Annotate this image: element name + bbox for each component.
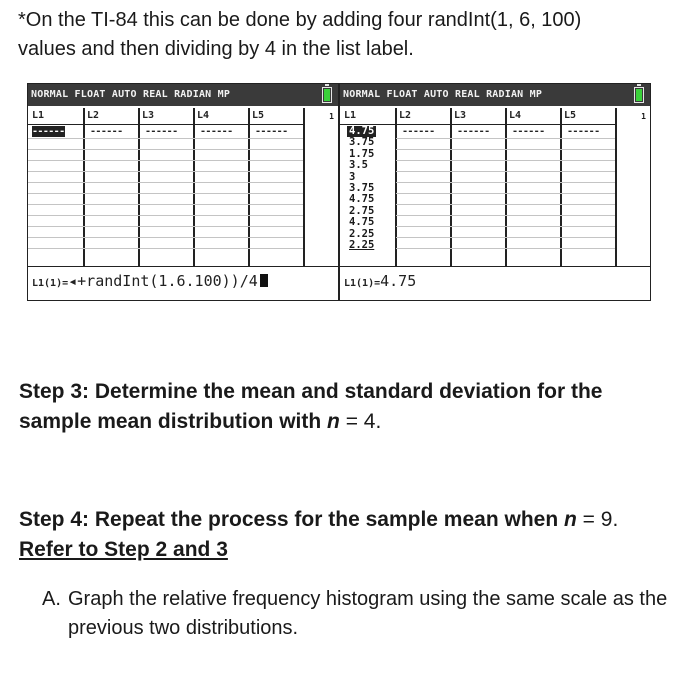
entry-expression: ◂+randInt(1.6.100))/4 [68,272,258,290]
l1-value: 2.25 [349,238,375,251]
status-bar: NORMAL FLOAT AUTO REAL RADIAN MP [340,84,650,106]
dash-l4: ------ [512,126,545,137]
l1-value: 2.25 [349,227,375,240]
column-number: 1 [329,112,334,121]
entry-line [32,272,268,290]
intro-line-1: *On the TI-84 this can be done by adding four randInt(1, 6, 100) [18,9,582,31]
item-a [42,585,682,643]
header-l2: L2 [87,110,100,121]
step-3 [19,377,689,437]
entry-label: L1(1)= [32,278,69,289]
l1-value: 3.75 [349,136,375,149]
item-a-marker: A. [42,588,61,610]
step-4-refer: Refer to Step 2 and 3 [19,538,228,561]
l1-value: 1.75 [349,147,375,160]
header-l4: L4 [509,110,522,121]
status-bar: NORMAL FLOAT AUTO REAL RADIAN MP [28,84,338,106]
step-3-line-1: Step 3: Determine the mean and standard deviation for the [19,380,603,403]
cursor [260,274,268,287]
header-l3: L3 [454,110,467,121]
header-l4: L4 [197,110,210,121]
dash-l5: ------ [567,126,600,137]
l1-value: 3.5 [349,159,368,172]
header-l1: L1 [32,110,45,121]
entry-line [344,272,416,290]
intro-note [18,6,688,64]
entry-value: 4.75 [380,272,417,290]
header-l2: L2 [399,110,412,121]
calculator-screen-1 [27,83,339,301]
dash-l2: ------ [402,126,435,137]
header-l5: L5 [564,110,577,121]
dash-l4: ------ [200,126,233,137]
intro-line-2: values and then dividing by 4 in the list label. [18,38,414,60]
dash-l2: ------ [90,126,123,137]
l1-value: 2.75 [349,204,375,217]
item-a-text: Graph the relative frequency histogram using the same scale as the previous two distributions. [68,588,668,639]
calculator-screen-2 [339,83,651,301]
l1-value: 4.75 [349,193,375,206]
l1-value: 4.75 [349,125,375,137]
l1-values [349,126,376,251]
list-editor-grid [28,108,338,267]
l1-value: 3 [349,170,356,183]
entry-label: L1(1)= [344,278,381,289]
battery-icon [634,87,644,103]
l1-value: 4.75 [349,216,375,229]
step-4-line-1: Step 4: Repeat the process for the sample mean when n = 9. [19,508,619,531]
l1-value: 3.75 [349,181,375,194]
header-l5: L5 [252,110,265,121]
column-number: 1 [641,112,646,121]
step-3-line-2: sample mean distribution with n = 4. [19,410,382,433]
list-editor-grid [340,108,650,267]
header-l3: L3 [142,110,155,121]
step-4 [19,505,689,565]
dash-l5: ------ [255,126,288,137]
battery-icon [322,87,332,103]
dash-l3: ------ [145,126,178,137]
selected-dash: ------ [32,126,65,137]
dash-l3: ------ [457,126,490,137]
header-l1: L1 [344,110,357,121]
